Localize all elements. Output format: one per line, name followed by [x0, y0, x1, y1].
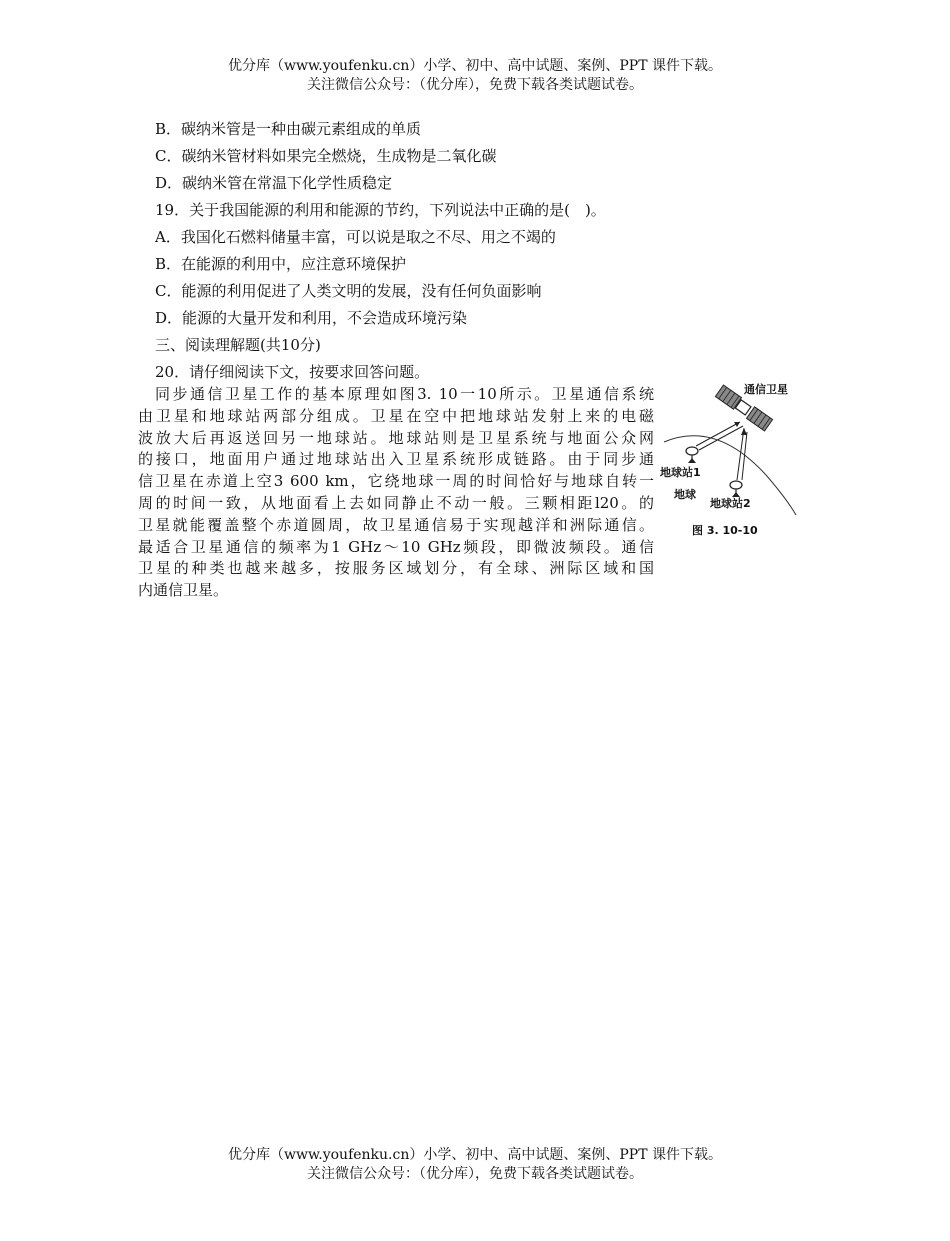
passage-line: 周的时间一致，从地面看上去如同静止不动一般。三颗相距l20。的 — [138, 493, 654, 512]
figure-caption: 图 3. 10-10 — [692, 524, 758, 537]
page-footer — [0, 1146, 950, 1184]
uplink-line — [696, 422, 740, 446]
q18-option-c: C．碳纳米管材料如果完全燃烧，生成物是二氧化碳 — [155, 147, 497, 165]
satellite-diagram-svg — [656, 380, 806, 540]
passage-line: 卫星就能覆盖整个赤道圆周，故卫星通信易于实现越洋和洲际通信。 — [138, 515, 654, 534]
satellite-label: 通信卫星 — [744, 383, 788, 396]
q20-stem: 20．请仔细阅读下文，按要求回答问题。 — [155, 363, 430, 381]
passage-line: 由卫星和地球站两部分组成。卫星在空中把地球站发射上来的电磁 — [138, 406, 654, 425]
station2-label: 地球站2 — [710, 497, 751, 510]
earth-label: 地球 — [674, 488, 696, 501]
passage-line: 卫星的种类也越来越多，按服务区域划分，有全球、洲际区域和国 — [138, 559, 654, 578]
q18-option-d: D．碳纳米管在常温下化学性质稳定 — [155, 174, 393, 192]
footer-line-1: 优分库（www.youfenku.cn）小学、初中、高中试题、案例、PPT 课件下载。 — [227, 1147, 722, 1163]
downlink-line — [699, 426, 743, 450]
section-3-heading: 三、阅读理解题(共10分) — [155, 336, 321, 354]
reading-passage — [138, 384, 654, 602]
station1-label: 地球站1 — [660, 466, 701, 479]
q19-option-d: D．能源的大量开发和利用，不会造成环境污染 — [155, 309, 468, 327]
footer-line-2: 关注微信公众号：（优分库），免费下载各类试题试卷。 — [307, 1166, 643, 1182]
satellite-diagram — [656, 380, 806, 540]
station1-dish-icon — [686, 447, 698, 463]
q19-stem: 19．关于我国能源的利用和能源的节约，下列说法中正确的是( )。 — [155, 201, 606, 219]
passage-line: 内通信卫星。 — [138, 581, 229, 600]
q19-option-a: A．我国化石燃料储量丰富，可以说是取之不尽、用之不竭的 — [155, 228, 556, 246]
q19-option-c: C．能源的利用促进了人类文明的发展，没有任何负面影响 — [155, 282, 542, 300]
passage-line: 信卫星在赤道上空3 600 km，它绕地球一周的时间恰好与地球自转一 — [138, 472, 654, 491]
q18-option-b: B．碳纳米管是一种由碳元素组成的单质 — [155, 120, 422, 138]
page-header — [0, 57, 950, 95]
passage-line: 同步通信卫星工作的基本原理如图3. 10一10所示。卫星通信系统 — [155, 385, 654, 403]
arrow-head-icon — [741, 428, 747, 435]
header-line-1: 优分库（www.youfenku.cn）小学、初中、高中试题、案例、PPT 课件下载。 — [227, 58, 722, 74]
station2-dish-icon — [730, 481, 742, 497]
passage-line: 的接口，地面用户通过地球站出入卫星系统形成链路。由于同步通 — [138, 450, 654, 469]
header-line-2: 关注微信公众号：（优分库），免费下载各类试题试卷。 — [307, 77, 643, 93]
passage-line: 最适合卫星通信的频率为1 GHz～10 GHz频段，即微波频段。通信 — [138, 537, 654, 556]
q19-option-b: B．在能源的利用中，应注意环境保护 — [155, 255, 407, 273]
passage-line: 波放大后再返送回另一地球站。地球站则是卫星系统与地面公众网 — [138, 428, 654, 447]
